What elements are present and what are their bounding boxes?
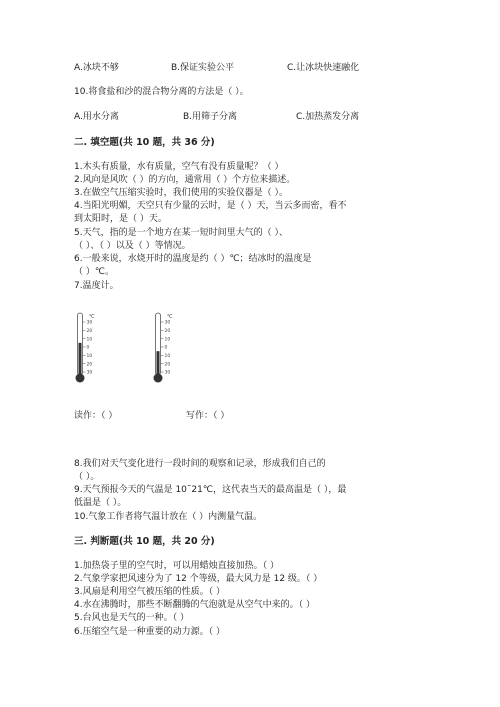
read-label: 读作：（ ） <box>74 411 118 421</box>
scale-label: 10 <box>164 337 171 343</box>
fill-line: 4.当阳光明媚，天空只有少量的云时，是（ ）天，当云多而密，看不 <box>74 201 347 211</box>
fill-line: （ ）℃。 <box>74 267 114 277</box>
judge-line: 6.压缩空气是一种重要的动力源。（ ） <box>74 627 225 637</box>
fill-line: 7.温度计。 <box>74 281 119 291</box>
thermometer-unit: ℃ <box>167 314 173 320</box>
scale-label: 10 <box>86 353 93 359</box>
scale-label: 30 <box>164 370 171 376</box>
judge-line: 1.加热袋子里的空气时，可以用蜡烛直接加热。（ ） <box>74 561 279 571</box>
scale-label: 20 <box>86 362 93 368</box>
scale-label: 10 <box>86 337 93 343</box>
q9-option-a: A.冰块不够 <box>74 63 119 73</box>
q9-option-b: B.保证实验公平 <box>171 63 235 73</box>
q9-option-c: C.让冰块快速融化 <box>287 63 360 73</box>
thermometer-mercury <box>157 351 160 376</box>
thermometer-unit: ℃ <box>89 314 95 320</box>
fill-line: 8.我们对天气变化进行一段时间的观察和记录，形成我们自己的 <box>74 459 326 469</box>
fill-line: （ ）、（ ）以及（ ）等情况。 <box>74 241 191 251</box>
thermometer-bulb <box>76 374 85 383</box>
fill-line: 10.气象工作者将气温计放在（ ）内测量气温。 <box>74 512 263 522</box>
scale-label: 0 <box>86 345 90 351</box>
q10-option-c: C.加热蒸发分离 <box>296 112 360 122</box>
q10-stem: 10.将食盐和沙的混合物分离的方法是（ ）。 <box>74 87 249 97</box>
section-2-title: 二. 填空题(共 10 题，共 36 分) <box>74 137 215 148</box>
fill-line: 1.木头有质量，水有质量，空气有没有质量呢？（ ） <box>74 162 284 172</box>
thermometer-2 <box>148 308 188 386</box>
fill-line: （ ）。 <box>74 472 100 482</box>
scale-label: 20 <box>164 362 171 368</box>
scale-label: 20 <box>86 328 93 334</box>
fill-line: 6.一般来说，水烧开时的温度是约（ ）℃；结冰时的温度是 <box>74 254 312 264</box>
scale-label: 20 <box>164 328 171 334</box>
scale-label: 0 <box>164 345 168 351</box>
fill-line: 5.天气，指的是一个地方在某一短时间里大气的（ ）、 <box>74 228 288 238</box>
scale-label: 30 <box>86 320 93 326</box>
write-label: 写作：（ ） <box>186 411 230 421</box>
fill-line: 低温是（ ）。 <box>74 498 127 508</box>
thermometer-mercury <box>79 343 82 376</box>
section-3-title: 三. 判断题(共 10 题，共 20 分) <box>74 536 215 547</box>
judge-line: 5.台风也是天气的一种。（ ） <box>74 613 189 623</box>
judge-line: 3.风扇是利用空气被压缩的性质。（ ） <box>74 587 225 597</box>
q10-option-a: A.用水分离 <box>74 112 119 122</box>
fill-line: 2.风向是风吹（ ）的方向，通常用（ ）个方位来描述。 <box>74 175 296 185</box>
scale-label: 30 <box>86 370 93 376</box>
judge-line: 4.水在沸腾时，那些不断翻腾的气泡就是从空气中来的。（ ） <box>74 600 315 610</box>
scale-label: 10 <box>164 353 171 359</box>
fill-line: 9.天气预报今天的气温是 10˜21℃，这代表当天的最高温是（ ），最 <box>74 485 347 495</box>
fill-line: 3.在做空气压缩实验时，我们使用的实验仪器是（ ）。 <box>74 188 288 198</box>
q10-option-b: B.用筛子分离 <box>183 112 238 122</box>
thermometer-bulb <box>154 374 163 383</box>
fill-line: 到太阳时，是（ ）天。 <box>74 214 167 224</box>
judge-line: 2.气象学家把风速分为了 12 个等级，最大风力是 12 级。（ ） <box>74 574 323 584</box>
scale-label: 30 <box>164 320 171 326</box>
thermometer-1 <box>70 308 110 386</box>
